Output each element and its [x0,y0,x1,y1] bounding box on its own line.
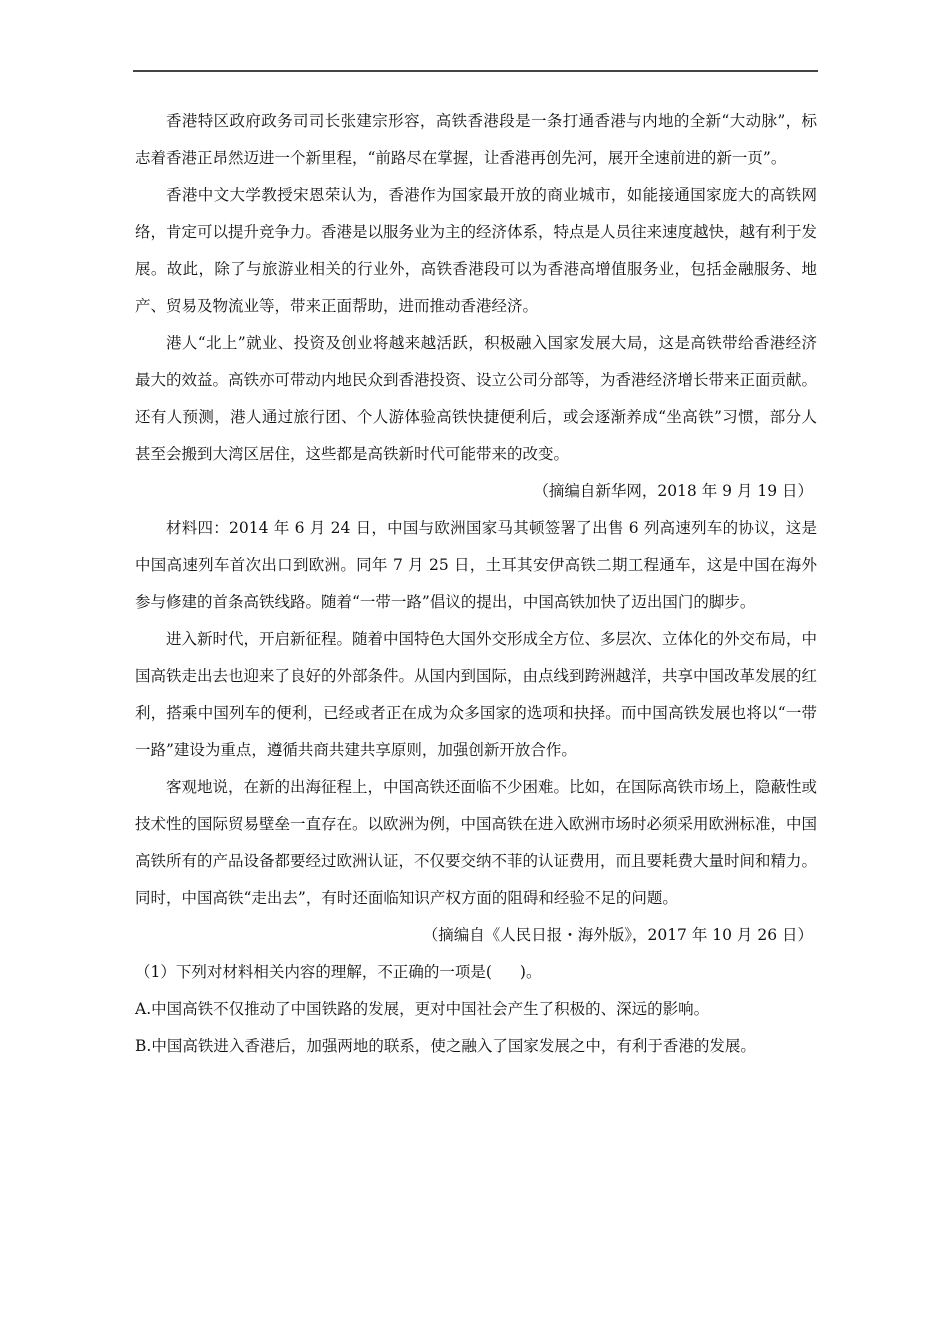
question-stem [135,954,817,991]
option-a: A.中国高铁不仅推动了中国铁路的发展，更对中国社会产生了积极的、深远的影响。 [135,1000,710,1018]
option-b: B.中国高铁进入香港后，加强两地的联系，使之融入了国家发展之中，有利于香港的发展。 [135,1037,756,1055]
header-rule [133,70,818,72]
paragraph: 香港中文大学教授宋恩荣认为，香港作为国家最开放的商业城市，如能接通国家庞大的高铁网络，肯定可以提升竞争力。香港是以服务业为主的经济体系，特点是人员往来速度越快，越有利于发展。故此，除了与旅游业相关的行业外，高铁香港段可以为香港高增值服务业，包括金融服务、地产、贸易及物流业等，带来正面帮助，进而推动香港经济。 [135,186,818,315]
source-citation: （摘编自新华网，2018 年 9 月 19 日） [533,482,813,500]
paragraph: 材料四：2014 年 6 月 24 日，中国与欧洲国家马其顿签署了出售 6 列高速列车的协议，这是中国高速列车首次出口到欧洲。同年 7 月 25 日，土耳其安伊高铁二期工程通车，这是中国在海外参与修建的首条高铁线路。随着“一带一路”倡议的提出，中国高铁加快了迈出国门的脚步。 [135,519,817,611]
paragraph: 客观地说，在新的出海征程上，中国高铁还面临不少困难。比如，在国际高铁市场上，隐蔽性或技术性的国际贸易壁垒一直存在。以欧洲为例，中国高铁在进入欧洲市场时必须采用欧洲标准，中国高铁所有的产品设备都要经过欧洲认证，不仅要交纳不菲的认证费用，而且要耗费大量时间和精力。同时，中国高铁“走出去”，有时还面临知识产权方面的阻碍和经验不足的问题。 [135,778,818,907]
paragraph: 进入新时代，开启新征程。随着中国特色大国外交形成全方位、多层次、立体化的外交布局，中国高铁走出去也迎来了良好的外部条件。从国内到国际，由点线到跨洲越洋，共享中国改革发展的红利，搭乘中国列车的便利，已经或者正在成为众多国家的选项和抉择。而中国高铁发展也将以“一带一路”建设为重点，遵循共商共建共享原则，加强创新开放合作。 [135,630,818,759]
source-citation: （摘编自《人民日报・海外版》，2017 年 10 月 26 日） [422,926,813,944]
question-stem-text: （1）下列对材料相关内容的理解，不正确的一项是( [135,963,492,981]
question-stem-end: )。 [519,963,542,981]
paragraph: 港人“北上”就业、投资及创业将越来越活跃，积极融入国家发展大局，这是高铁带给香港经济最大的效益。高铁亦可带动内地民众到香港投资、设立公司分部等，为香港经济增长带来正面贡献。还有人预测，港人通过旅行团、个人游体验高铁快捷便利后，或会逐渐养成“坐高铁”习惯，部分人甚至会搬到大湾区居住，这些都是高铁新时代可能带来的改变。 [135,334,818,463]
document-body [135,103,817,1065]
paragraph: 香港特区政府政务司司长张建宗形容，高铁香港段是一条打通香港与内地的全新“大动脉”，标志着香港正昂然迈进一个新里程，“前路尽在掌握，让香港再创先河，展开全速前进的新一页”。 [135,112,817,167]
